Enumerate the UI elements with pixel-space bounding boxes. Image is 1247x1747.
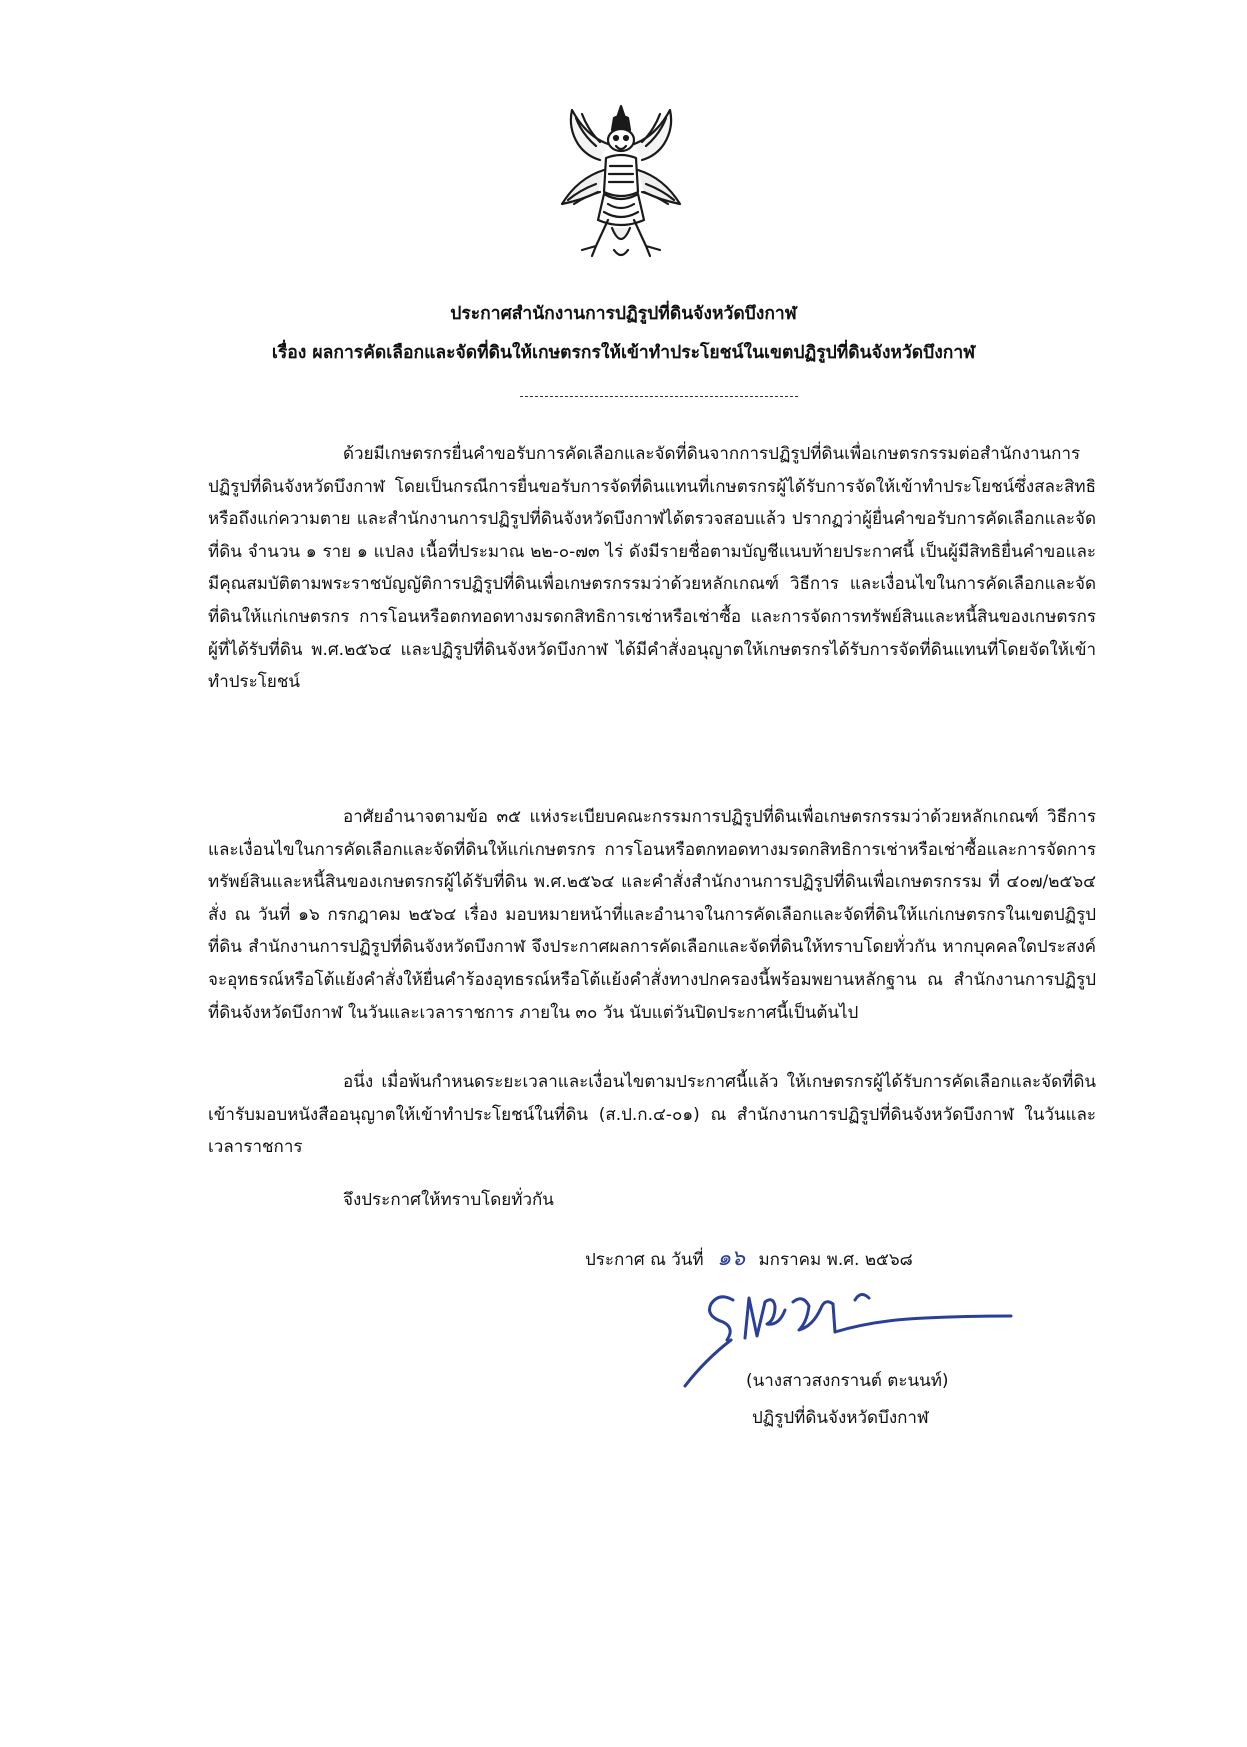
body-paragraph-1: ด้วยมีเกษตรกรยื่นคำขอรับการคัดเลือกและจัดที่ดินจากการปฏิรูปที่ดินเพื่อเกษตรกรรมต่อสำนักงานการปฏิรูปที่ดินจังหวัดบึงกาฬ โดยเป็นกรณีการยื่นขอรับการจัดที่ดินแทนที่เกษตรกรผู้ได้รับการจัดให้เข้าทำประโยชน์ซึ่งสละสิทธิหรือถึงแก่ความตาย และสำนักงานการปฏิรูปที่ดินจังหวัดบึงกาฬได้ตรวจสอบแล้ว ปรากฏว่าผู้ยื่นคำขอรับการคัดเลือกและจัดที่ดิน จำนวน ๑ ราย ๑ แปลง เนื้อที่ประมาณ ๒๒-๐-๗๓ ไร่ ดังมีรายชื่อตามบัญชีแนบท้ายประกาศนี้ เป็นผู้มีสิทธิยื่นคำขอและมีคุณสมบัติตามพระราชบัญญัติการปฏิรูปที่ดินเพื่อเกษตรกรรมว่าด้วยหลักเกณฑ์ วิธีการ และเงื่อนไขในการคัดเลือกและจัดที่ดินให้แก่เกษตรกร การโอนหรือตกทอดทางมรดกสิทธิการเช่าหรือเช่าซื้อ และการจัดการทรัพย์สินและหนี้สินของเกษตรกรผู้ที่ได้รับที่ดิน พ.ศ.๒๕๖๔ และปฏิรูปที่ดินจังหวัดบึงกาฬ ได้มีคำสั่งอนุญาตให้เกษตรกรได้รับการจัดที่ดินแทนที่โดยจัดให้เข้าทำประโยชน์ [208,444,1096,693]
date-month-year: มกราคม พ.ศ. ๒๕๖๘ [758,1250,913,1270]
garuda-emblem-icon [552,100,690,262]
announcement-subject: เรื่อง ผลการคัดเลือกและจัดที่ดินให้เกษตรกรให้เข้าทำประโยชน์ในเขตปฏิรูปที่ดินจังหวัดบึงกาฬ [271,343,976,363]
signer-name: (นางสาวสงกรานต์ ตะนนท์) [746,1371,949,1391]
date-day-handwritten: ๑๖ [717,1246,746,1271]
body-paragraph-2: อาศัยอำนาจตามข้อ ๓๕ แห่งระเบียบคณะกรรมการปฏิรูปที่ดินเพื่อเกษตรกรรมว่าด้วยหลักเกณฑ์ วิธีการ และเงื่อนไขในการคัดเลือกและจัดที่ดินให้แก่เกษตรกร การโอนหรือตกทอดทางมรดกสิทธิการเช่าหรือเช่าซื้อและการจัดการทรัพย์สินและหนี้สินของเกษตรกรผู้ได้รับที่ดิน พ.ศ.๒๕๖๔ และคำสั่งสำนักงานการปฏิรูปที่ดินเพื่อเกษตรกรรม ที่ ๔๐๗/๒๕๖๔ สั่ง ณ วันที่ ๑๖ กรกฎาคม ๒๕๖๔ เรื่อง มอบหมายหน้าที่และอำนาจในการคัดเลือกและจัดที่ดินให้แก่เกษตรกรในเขตปฏิรูปที่ดิน สำนักงานการปฏิรูปที่ดินจังหวัดบึงกาฬ จึงประกาศผลการคัดเลือกและจัดที่ดินให้ทราบโดยทั่วกัน หากบุคคลใดประสงค์จะอุทธรณ์หรือโต้แย้งคำสั่งให้ยื่นคำร้องอุทธรณ์หรือโต้แย้งคำสั่งทางปกครองนี้พร้อมพยานหลักฐาน ณ สำนักงานการปฏิรูปที่ดินจังหวัดบึงกาฬ ในวันและเวลาราชการ ภายใน ๓๐ วัน นับแต่วันปิดประกาศนี้เป็นต้นไป [208,807,1096,1023]
date-prefix: ประกาศ ณ วันที่ [585,1250,704,1270]
announcement-date [585,1245,913,1274]
announcement-heading: ประกาศสำนักงานการปฏิรูปที่ดินจังหวัดบึงกาฬ [450,304,797,324]
signer-title: ปฏิรูปที่ดินจังหวัดบึงกาฬ [752,1408,929,1428]
divider-line [520,396,798,397]
closing-statement: จึงประกาศให้ทราบโดยทั่วกัน [343,1190,554,1210]
body-paragraph-3: อนึ่ง เมื่อพ้นกำหนดระยะเวลาและเงื่อนไขตามประกาศนี้แล้ว ให้เกษตรกรผู้ได้รับการคัดเลือกและจัดที่ดินเข้ารับมอบหนังสืออนุญาตให้เข้าทำประโยชน์ในที่ดิน (ส.ป.ก.๔-๐๑) ณ สำนักงานการปฏิรูปที่ดินจังหวัดบึงกาฬ ในวันและเวลาราชการ [208,1072,1096,1158]
